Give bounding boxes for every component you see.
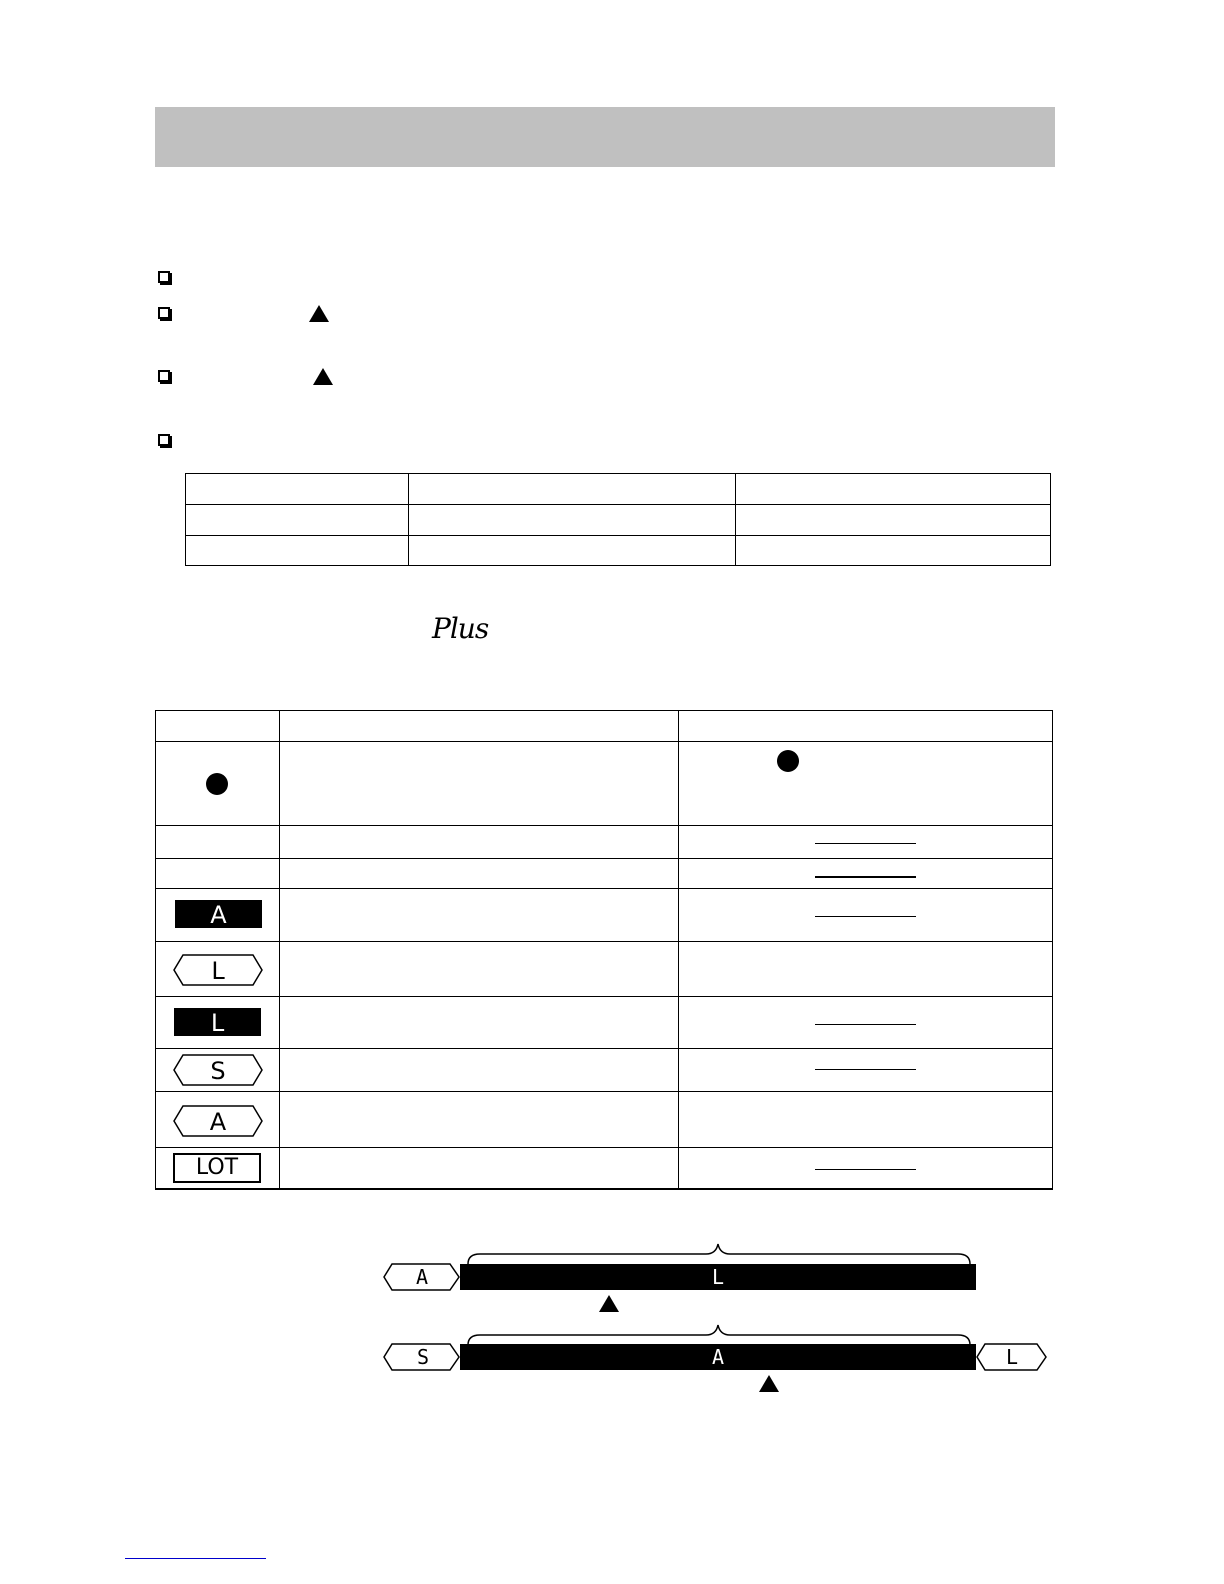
footer-link-underline: [125, 1558, 266, 1559]
blank-underline: [815, 843, 916, 844]
triangle-marker-icon: [309, 305, 329, 322]
plus-logo: Plus: [432, 612, 489, 645]
checkbox-bullet-3: [158, 370, 170, 382]
svg-text:L: L: [211, 957, 225, 985]
svg-text:A: A: [209, 1108, 227, 1136]
blank-underline: [815, 876, 916, 878]
symbol-lot-box: LOT: [173, 1153, 261, 1183]
diagram-bar-l: L: [460, 1264, 976, 1290]
symbol-hexagon-s: [173, 1054, 263, 1086]
checkbox-bullet-4: [158, 434, 170, 446]
triangle-marker-icon: [313, 368, 333, 385]
triangle-marker-icon: [599, 1295, 619, 1312]
brace-and-tags: [380, 1238, 1050, 1398]
black-dot-icon: [777, 750, 799, 772]
checkbox-bullet-2: [158, 307, 170, 319]
symbol-hexagon-a: [173, 1105, 263, 1137]
brace-icon: [468, 1325, 970, 1345]
label-layout-diagram: [380, 1238, 1050, 1398]
black-dot-icon: [206, 773, 228, 795]
symbol-black-l: L: [174, 1008, 261, 1036]
legend-table: [155, 710, 1053, 1190]
diagram-bar-a: A: [460, 1344, 976, 1370]
blank-underline: [815, 1024, 916, 1025]
triangle-marker-icon: [759, 1375, 779, 1392]
diagram-tag-l: L: [1006, 1345, 1019, 1369]
blank-underline: [815, 1169, 916, 1170]
svg-text:S: S: [210, 1057, 226, 1085]
symbol-black-a: A: [175, 900, 262, 928]
symbol-hexagon-l: [173, 954, 263, 986]
blank-underline: [815, 916, 916, 917]
checkbox-bullet-1: [158, 271, 170, 283]
diagram-tag-a: A: [416, 1265, 429, 1289]
section-header-band: [155, 107, 1055, 167]
blank-underline: [815, 1069, 916, 1070]
small-table: [185, 473, 1051, 566]
brace-icon: [468, 1244, 970, 1264]
diagram-tag-s: S: [417, 1345, 430, 1369]
